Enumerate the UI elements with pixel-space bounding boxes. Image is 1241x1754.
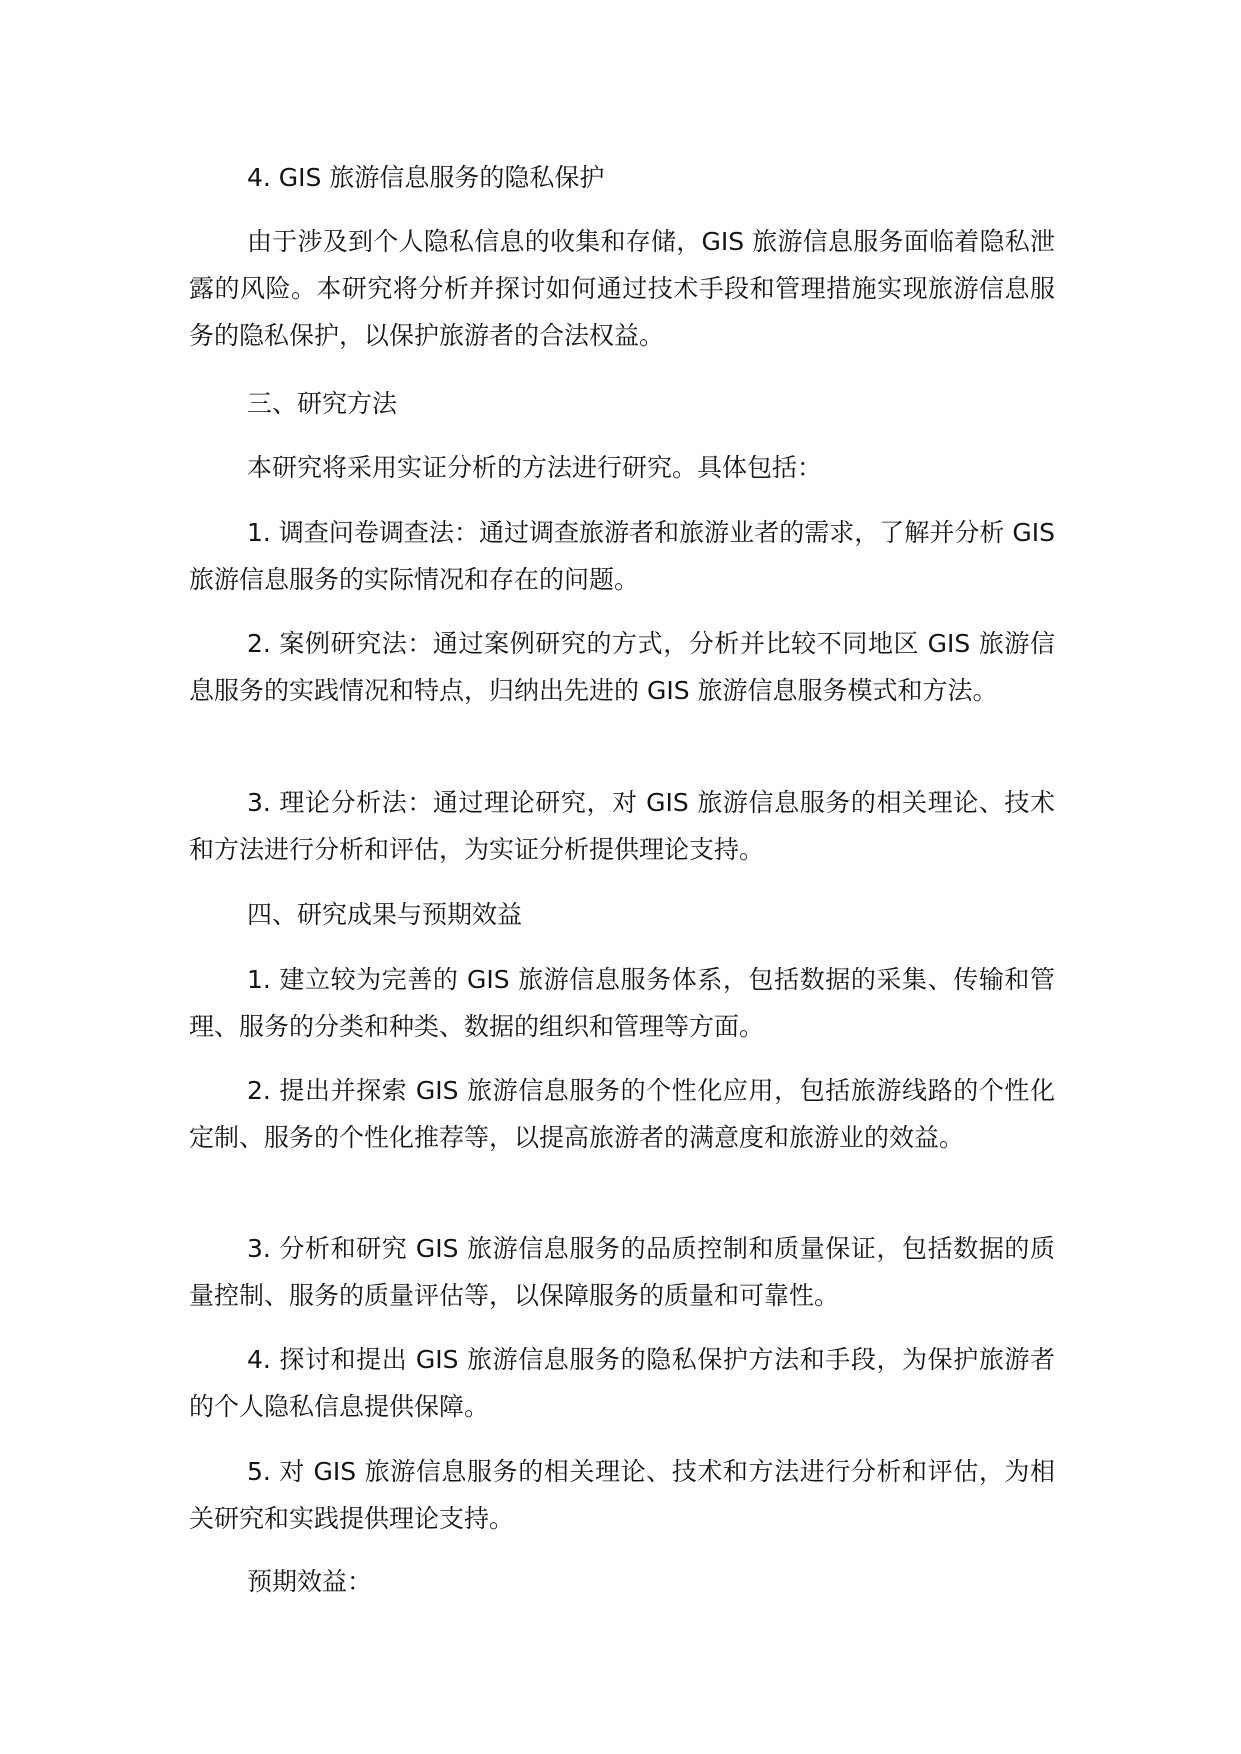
list-item-survey-method: 1. 调查问卷调查法：通过调查旅游者和旅游业者的需求，了解并分析 GIS 旅游信息服务的实际情况和存在的问题。 — [189, 518, 1055, 594]
heading-results-and-benefits: 四、研究成果与预期效益 — [247, 900, 523, 929]
paragraph-privacy-description: 由于涉及到个人隐私信息的收集和存储，GIS 旅游信息服务面临着隐私泄露的风险。本研究将分析并探讨如何通过技术手段和管理措施实现旅游信息服务的隐私保护，以保护旅游者的合法权益。 — [189, 227, 1055, 350]
paragraph-methods-intro: 本研究将采用实证分析的方法进行研究。具体包括： — [247, 453, 823, 482]
list-item-result-1: 1. 建立较为完善的 GIS 旅游信息服务体系，包括数据的采集、传输和管理、服务的分类和种类、数据的组织和管理等方面。 — [189, 965, 1055, 1041]
list-item-case-study-method: 2. 案例研究法：通过案例研究的方式，分析并比较不同地区 GIS 旅游信息服务的实践情况和特点，归纳出先进的 GIS 旅游信息服务模式和方法。 — [189, 629, 1055, 705]
list-item-result-2: 2. 提出并探索 GIS 旅游信息服务的个性化应用，包括旅游线路的个性化定制、服务的个性化推荐等，以提高旅游者的满意度和旅游业的效益。 — [189, 1076, 1055, 1152]
heading-research-methods: 三、研究方法 — [247, 389, 398, 418]
subheading-privacy-protection: 4. GIS 旅游信息服务的隐私保护 — [247, 163, 605, 192]
list-item-result-4: 4. 探讨和提出 GIS 旅游信息服务的隐私保护方法和手段，为保护旅游者的个人隐私信息提供保障。 — [189, 1345, 1055, 1421]
document-page — [189, 0, 1055, 1754]
list-item-result-5: 5. 对 GIS 旅游信息服务的相关理论、技术和方法进行分析和评估，为相关研究和实践提供理论支持。 — [189, 1457, 1055, 1533]
subheading-expected-benefits: 预期效益： — [247, 1567, 373, 1596]
list-item-result-3: 3. 分析和研究 GIS 旅游信息服务的品质控制和质量保证，包括数据的质量控制、服务的质量评估等，以保障服务的质量和可靠性。 — [189, 1234, 1055, 1310]
list-item-theory-method: 3. 理论分析法：通过理论研究，对 GIS 旅游信息服务的相关理论、技术和方法进行分析和评估，为实证分析提供理论支持。 — [189, 788, 1055, 864]
